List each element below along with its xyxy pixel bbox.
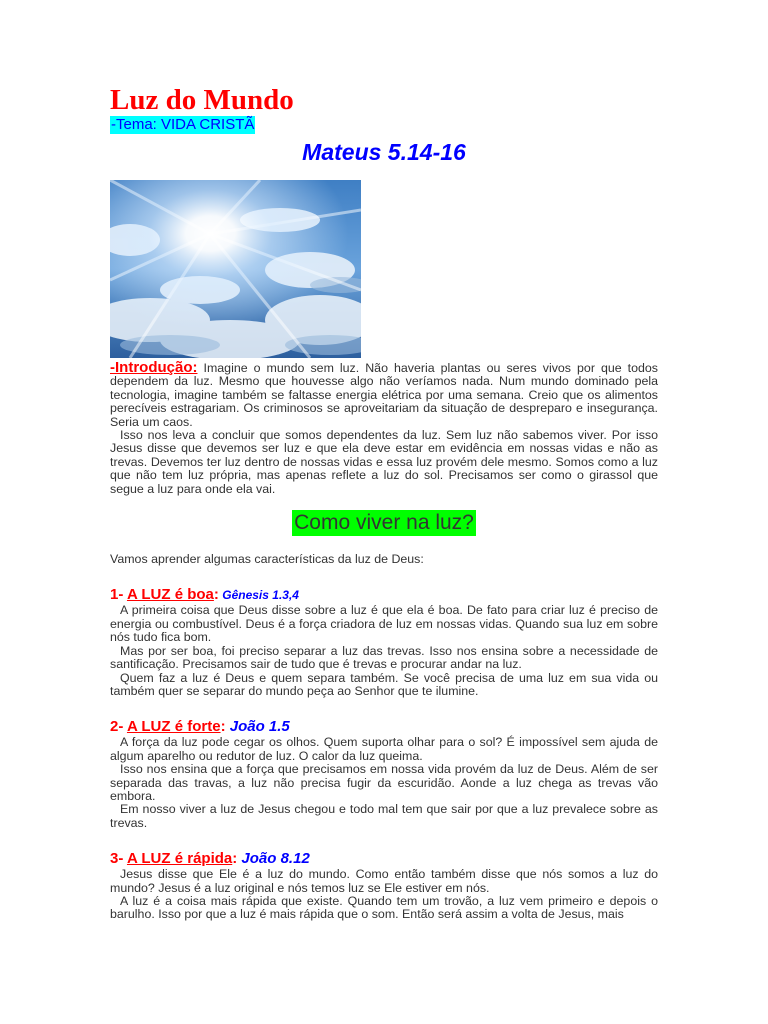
theme-label: -Tema: VIDA CRISTÃ xyxy=(111,116,255,133)
section-title-text: Como viver na luz? xyxy=(294,511,474,535)
intro-label: -Introdução: xyxy=(110,359,198,376)
point-2-paragraph-2: Isso nos ensina que a força que precisamos em nossa vida provém da luz de Deus. Além de ser separada das travas, a luz não precisa fugir da escuridão. Aonde a luz chega as trevas vão embora. xyxy=(110,762,658,803)
section-title xyxy=(110,510,658,536)
point-2-paragraph-3: Em nosso viver a luz de Jesus chegou e todo mal tem que sair por que a luz prevalece sobre as trevas. xyxy=(110,802,658,830)
point-3-paragraph-2: A luz é a coisa mais rápida que existe. Quando tem um trovão, a luz vem primeiro e depois o barulho. Isso por que a luz é mais rápida que o som. Então será assim a volta de Jesus, mais xyxy=(110,893,658,922)
document-page xyxy=(110,84,658,922)
point-reference: Gênesis 1.3,4 xyxy=(218,588,299,603)
intro-text: Imagine o mundo sem luz. Não haveria plantas ou seres vivos por que todos dependem da luz. Mesmo que houvesse algo não veríamos nada. Num mundo dominado pela tecnologia, imagine também se faltasse energia elétrica por uma semana. Creio que os alimentos perecíveis estragariam. Os criminosos se aproveitariam da situação de despreparo e insegurança. Seria um caos. xyxy=(110,361,658,429)
point-number: 2- xyxy=(110,718,127,736)
point-number: 3- xyxy=(110,850,127,868)
point-2-paragraph-1: A força da luz pode cegar os olhos. Quem suporta olhar para o sol? É impossível sem ajuda de algum aparelho ou redutor de luz. O calor da luz queima. xyxy=(110,735,658,763)
intro-paragraph xyxy=(110,361,658,429)
point-3-paragraph-1: Jesus disse que Ele é a luz do mundo. Como então também disse que nós somos a luz do mundo? Jesus é a luz original e nós temos luz se Ele estiver em nós. xyxy=(110,867,658,895)
point-1-paragraph-1: A primeira coisa que Deus disse sobre a luz é que ela é boa. De fato para criar luz é preciso de energia ou combustível. Deus é a força criadora de luz em nossas vidas. Quando sua luz em sobre nós tudo fica bom. xyxy=(110,603,658,645)
sky-sun-photo xyxy=(110,180,361,358)
point-reference: João 1.5 xyxy=(225,718,290,736)
point-3-heading xyxy=(110,850,658,868)
point-number: 1- xyxy=(110,586,127,604)
point-1-heading xyxy=(110,586,658,604)
point-colon: : xyxy=(213,586,219,604)
point-1-paragraph-2: Mas por ser boa, foi preciso separar a luz das trevas. Isso nos ensina sobre a necessidade de santificação. Precisamos sair de tudo que é trevas e procurar andar na luz. xyxy=(110,643,658,672)
main-scripture-reference: Mateus 5.14-16 xyxy=(302,139,466,165)
point-2-heading xyxy=(110,718,658,736)
intro-paragraph-2: Isso nos leva a concluir que somos dependentes da luz. Sem luz não sabemos viver. Por isso Jesus disse que devemos ser luz e que ela deve estar em evidência em nossas vidas e não as trevas. Devemos ter luz dentro de nossas vidas e essa luz provém dele mesmo. Somos como a luz que não tem luz própria, mas apenas reflete a luz do sol. Precisamos ser como o girassol que segue a luz para onde ela vai. xyxy=(110,428,658,496)
point-headline: A LUZ é boa xyxy=(126,586,214,604)
point-reference: João 8.12 xyxy=(237,850,310,868)
point-headline: A LUZ é forte xyxy=(126,718,221,736)
section-lead: Vamos aprender algumas características da luz de Deus: xyxy=(110,552,424,567)
point-headline: A LUZ é rápida xyxy=(126,850,233,868)
point-1-paragraph-3: Quem faz a luz é Deus e quem separa também. Se você precisa de uma luz em sua vida ou também quer se separar do mundo peça ao Senhor que te ilumine. xyxy=(110,670,658,698)
point-colon: : xyxy=(232,850,238,868)
document-title: Luz do Mundo xyxy=(110,84,294,116)
point-colon: : xyxy=(220,718,226,736)
